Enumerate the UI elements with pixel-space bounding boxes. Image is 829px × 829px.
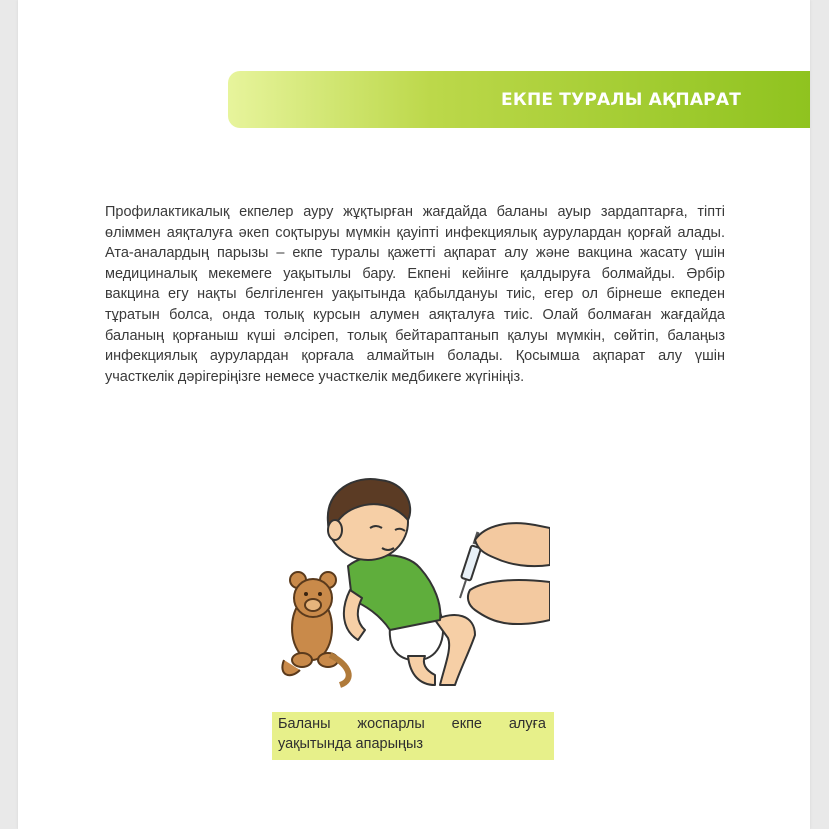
child-figure	[328, 479, 475, 685]
caption-box: Баланы жоспарлы екпе алуға уақытында апарыңыз	[272, 712, 554, 760]
child-vaccination-illustration	[270, 470, 550, 695]
adult-hands	[468, 523, 550, 624]
teddy-bear-icon	[282, 572, 348, 685]
body-paragraph: Профилактикалық екпелер ауру жұқтырған жағдайда баланы ауыр зардаптарға, тіпті өліммен аяқталуға әкеп соқтыруы мүмкін қауіпті инфекциялық аурулардан қорғай алады. Ата-аналардың парызы – екпе туралы қажетті ақпарат алу және вакцина жасату үшін медициналық мекемеге уақытылы бару. Екпені кейінге қалдыруға болмайды. Әрбір вакцина егу нақты белгіленген уақытында қабылдануы тиіс, егер ол бірнеше екпеден тұратын болса, онда толық курсын алумен аяқталуға тиіс. Олай болмаған жағдайда баланың қорғаныш күші әлсіреп, толық бейтараптанып қалуы мүмкін, сөйтіп, балаңыз инфекциялық аурулардан қорғала алмайтын болады. Қосымша ақпарат алу үшін участкелік дәрігеріңізге немесе участкелік медбикеге жүгініңіз.	[105, 204, 725, 385]
page-title: ЕКПЕ ТУРАЛЫ АҚПАРАТ	[501, 90, 741, 110]
